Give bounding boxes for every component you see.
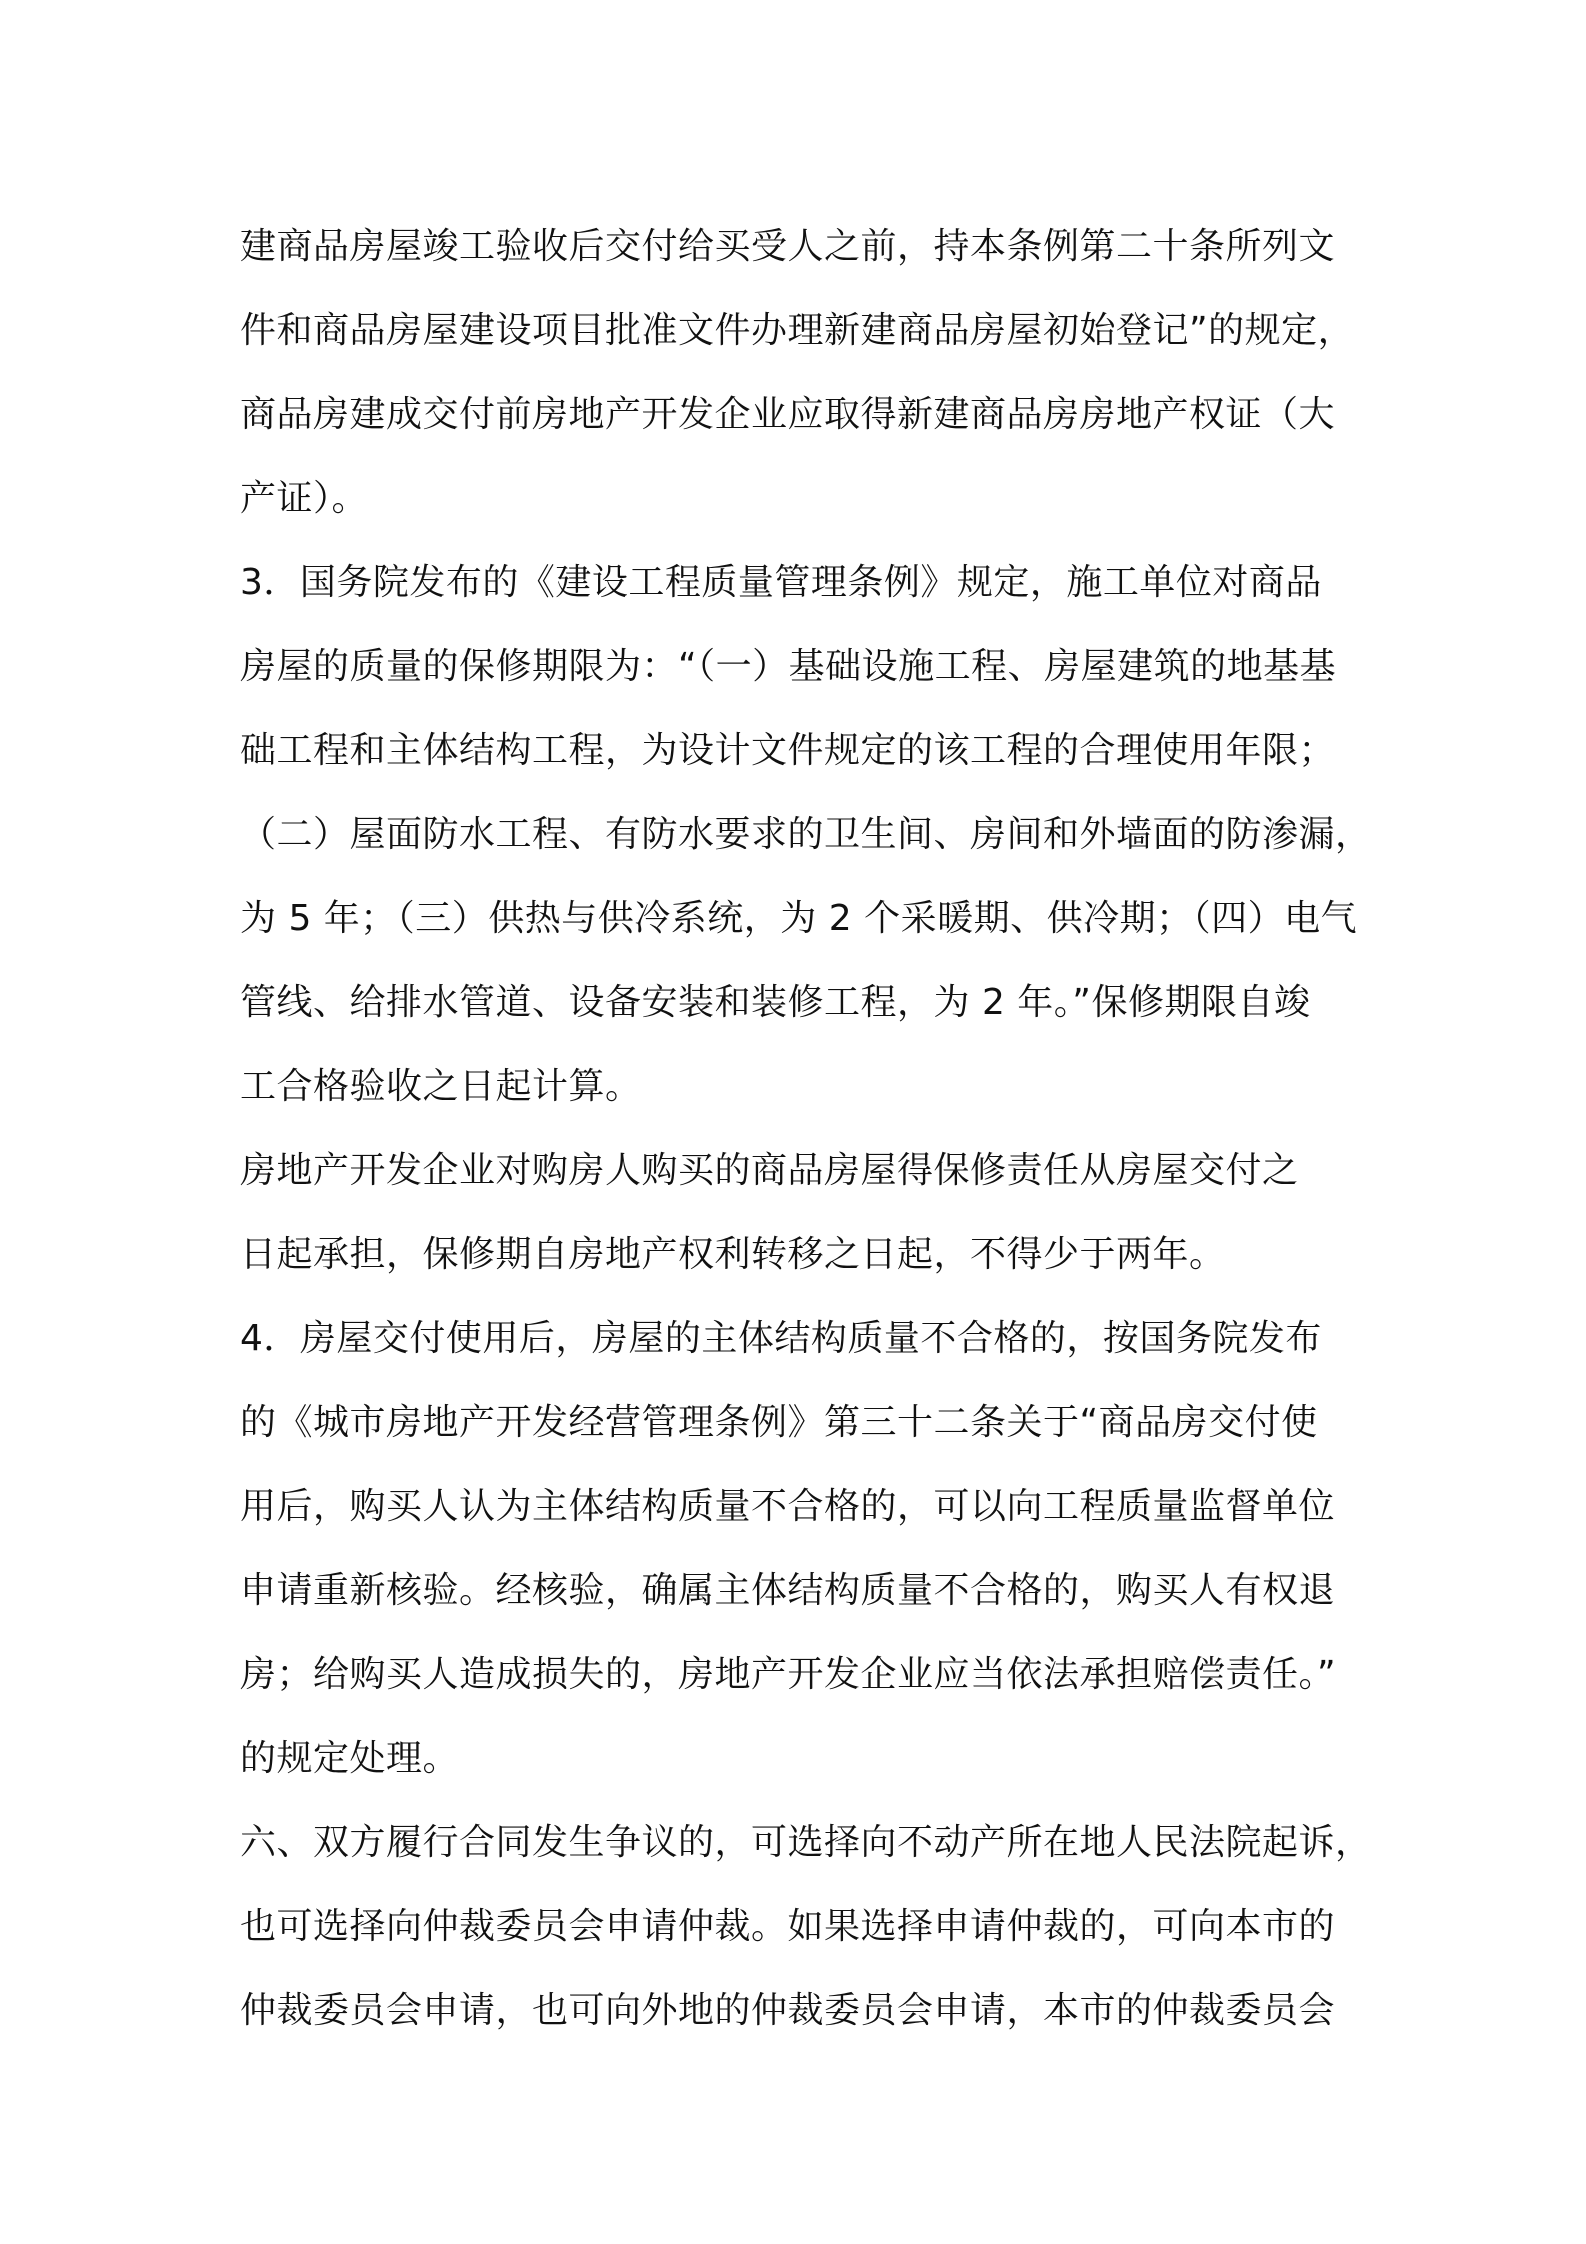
text-line: 日起承担，保修期自房地产权利转移之日起，不得少于两年。 xyxy=(240,1234,1226,1275)
text-line: 也可选择向仲裁委员会申请仲裁。如果选择申请仲裁的，可向本市的 xyxy=(240,1906,1336,1947)
text-line: 六、双方履行合同发生争议的，可选择向不动产所在地人民法院起诉， xyxy=(240,1822,1372,1863)
text-line: 的规定处理。 xyxy=(240,1738,460,1779)
text-line: 商品房建成交付前房地产开发企业应取得新建商品房房地产权证（大 xyxy=(240,394,1336,435)
text-line: 4．房屋交付使用后，房屋的主体结构质量不合格的，按国务院发布 xyxy=(240,1318,1322,1359)
text-line: 房屋的质量的保修期限为：“（一）基础设施工程、房屋建筑的地基基 xyxy=(240,646,1337,687)
text-line: （二）屋面防水工程、有防水要求的卫生间、房间和外墙面的防渗漏， xyxy=(240,814,1372,855)
text-line: 件和商品房屋建设项目批准文件办理新建商品房屋初始登记”的规定， xyxy=(240,310,1355,351)
text-line: 房地产开发企业对购房人购买的商品房屋得保修责任从房屋交付之 xyxy=(240,1150,1299,1191)
text-line: 3．国务院发布的《建设工程质量管理条例》规定，施工单位对商品 xyxy=(240,562,1322,603)
text-line: 为 5 年；（三）供热与供冷系统，为 2 个采暖期、供冷期；（四）电气 xyxy=(240,898,1358,939)
text-line: 房；给购买人造成损失的，房地产开发企业应当依法承担赔偿责任。” xyxy=(240,1654,1337,1695)
text-line: 申请重新核验。经核验，确属主体结构质量不合格的，购买人有权退 xyxy=(240,1570,1336,1611)
text-line: 产证）。 xyxy=(240,478,369,519)
text-line: 工合格验收之日起计算。 xyxy=(240,1066,642,1107)
text-line: 管线、给排水管道、设备安装和装修工程，为 2 年。”保修期限自竣 xyxy=(240,982,1311,1023)
text-line: 用后，购买人认为主体结构质量不合格的，可以向工程质量监督单位 xyxy=(240,1486,1336,1527)
text-line: 建商品房屋竣工验收后交付给买受人之前，持本条例第二十条所列文 xyxy=(240,226,1336,267)
text-line: 仲裁委员会申请，也可向外地的仲裁委员会申请，本市的仲裁委员会 xyxy=(240,1990,1336,2031)
body-text xyxy=(240,205,1370,2053)
text-line: 的《城市房地产开发经营管理条例》第三十二条关于“商品房交付使 xyxy=(240,1402,1318,1443)
text-line: 础工程和主体结构工程，为设计文件规定的该工程的合理使用年限； xyxy=(240,730,1336,771)
